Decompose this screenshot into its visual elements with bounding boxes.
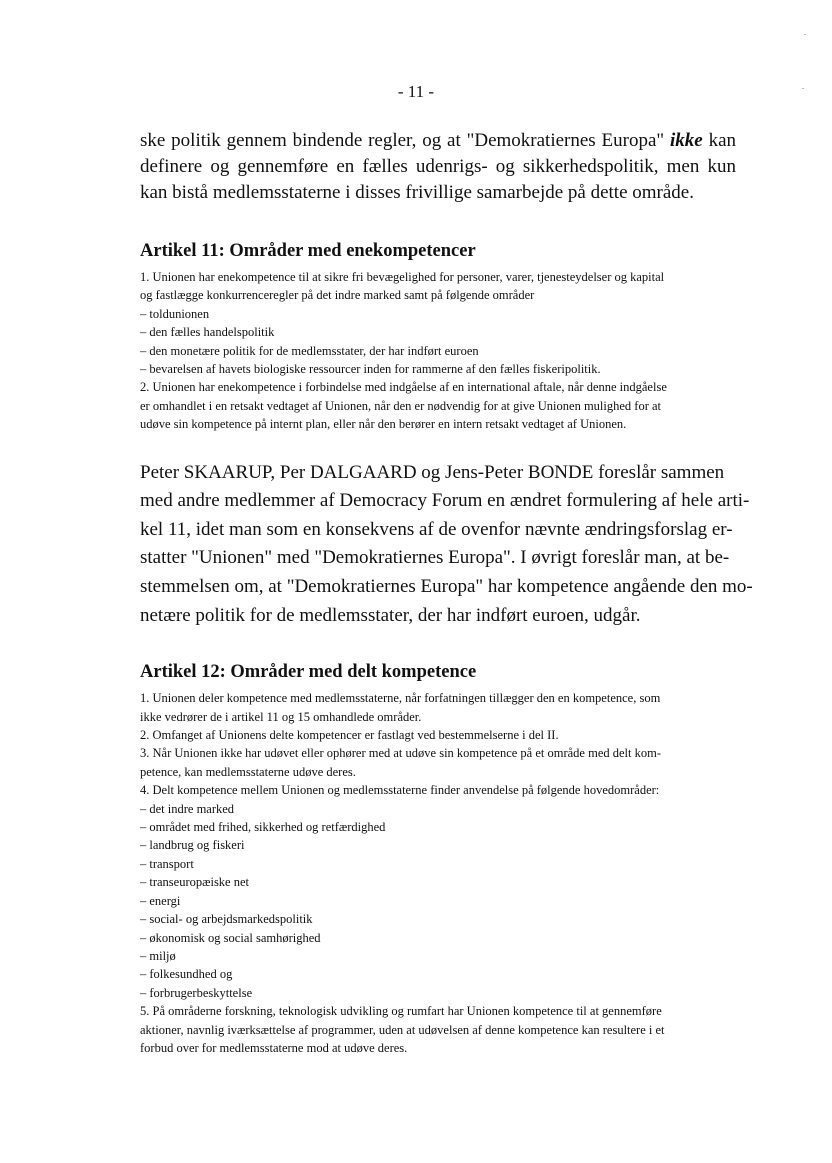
article-12-text [140,689,736,1057]
article-12-line: 2. Omfanget af Unionens delte kompetencer er fastlagt ved bestemmelserne i del II. [140,728,559,743]
document-body [140,128,753,1057]
intro-paragraph [140,128,736,206]
article-12-line: – energi [140,893,181,908]
article-12-line: petence, kan medlemsstaterne udøve deres. [140,764,356,779]
article-12-line: 5. På områderne forskning, teknologisk udvikling og rumfart har Unionen kompetence til at gennemføre [140,1004,662,1019]
proposal-paragraph [140,459,753,631]
article-11-line: 1. Unionen har enekompetence til at sikre fri bevægelighed for personer, varer, tjenesteydelser og kapital [140,270,665,284]
article-12-heading: Artikel 12: Områder med delt kompetence [140,662,477,683]
article-12-line: ikke vedrører de i artikel 11 og 15 omhandlede områder. [140,709,422,724]
article-12-line: 4. Delt kompetence mellem Unionen og medlemsstaterne finder anvendelse på følgende hovedområder: [140,783,660,798]
article-11-line: og fastlægge konkurrenceregler på det indre marked samt på følgende områder [140,288,535,303]
article-12-line: – økonomisk og social samhørighed [140,930,321,945]
article-11-line: – den monetære politik for de medlemsstater, der har indført euroen [140,343,479,358]
article-11-line: – bevarelsen af havets biologiske ressourcer inden for rammerne af den fælles fiskeripolitik. [140,362,601,377]
intro-emphasis: ikke [670,130,703,151]
proposal-line: med andre medlemmer af Democracy Forum en ændret formulering af hele arti- [140,490,750,512]
proposal-line: Peter SKAARUP, Per DALGAARD og Jens-Peter BONDE foreslår sammen [140,461,725,483]
intro-text-after: kan definere og gennemføre en fælles udenrigs- og sikkerhedspolitik, men kun kan bistå medlemsstaterne i disses frivillige samarbejde på dette område. [140,130,737,203]
article-11-text [140,268,736,434]
article-12-line: – transeuropæiske net [140,875,250,890]
scan-artifact [804,34,806,35]
article-11-line: 2. Unionen har enekompetence i forbindelse med indgåelse af en international aftale, når denne indgåelse [140,380,667,395]
article-12-line: – transport [140,856,194,871]
article-11-line: udøve sin kompetence på internt plan, eller når den berører en intern retsakt vedtaget af Unionen. [140,417,627,432]
intro-text-before: ske politik gennem bindende regler, og at "Demokratiernes Europa" [140,130,671,151]
article-12-line: – folkesundhed og [140,967,233,982]
page-number: - 11 - [397,82,435,101]
article-11-line: – toldunionen [140,306,210,321]
proposal-line: stemmelsen om, at "Demokratiernes Europa" har kompetence angående den mo- [140,576,753,598]
article-11-heading: Artikel 11: Områder med enekompetencer [140,241,476,261]
article-12-line: – miljø [140,948,176,963]
article-11-line: – den fælles handelspolitik [140,325,275,340]
article-12-line: – landbrug og fiskeri [140,838,245,853]
scan-artifact [802,88,804,89]
article-12-line: forbud over for medlemsstaterne mod at udøve deres. [140,1040,408,1055]
article-12-line: aktioner, navnlig iværksættelse af programmer, uden at udøvelsen af denne kompetence kan resultere i et [140,1022,665,1037]
article-12-line: – området med frihed, sikkerhed og retfærdighed [140,820,386,835]
proposal-line: kel 11, idet man som en konsekvens af de ovenfor nævnte ændringsforslag er- [140,518,733,540]
article-12-line: – social- og arbejdsmarkedspolitik [140,912,313,927]
proposal-line: statter "Unionen" med "Demokratiernes Europa". I øvrigt foreslår man, at be- [140,547,730,569]
article-12-line: – forbrugerbeskyttelse [140,985,253,1000]
article-12-line: – det indre marked [140,801,235,816]
proposal-line: netære politik for de medlemsstater, der har indført euroen, udgår. [140,604,641,626]
article-11-line: er omhandlet i en retsakt vedtaget af Unionen, når den er nødvendig for at give Unionen mulighed for at [140,398,662,413]
article-12-line: 3. Når Unionen ikke har udøvet eller ophører med at udøve sin kompetence på et område med delt kom- [140,746,662,761]
article-12-line: 1. Unionen deler kompetence med medlemsstaterne, når forfatningen tillægger den en kompetence, som [140,691,661,706]
